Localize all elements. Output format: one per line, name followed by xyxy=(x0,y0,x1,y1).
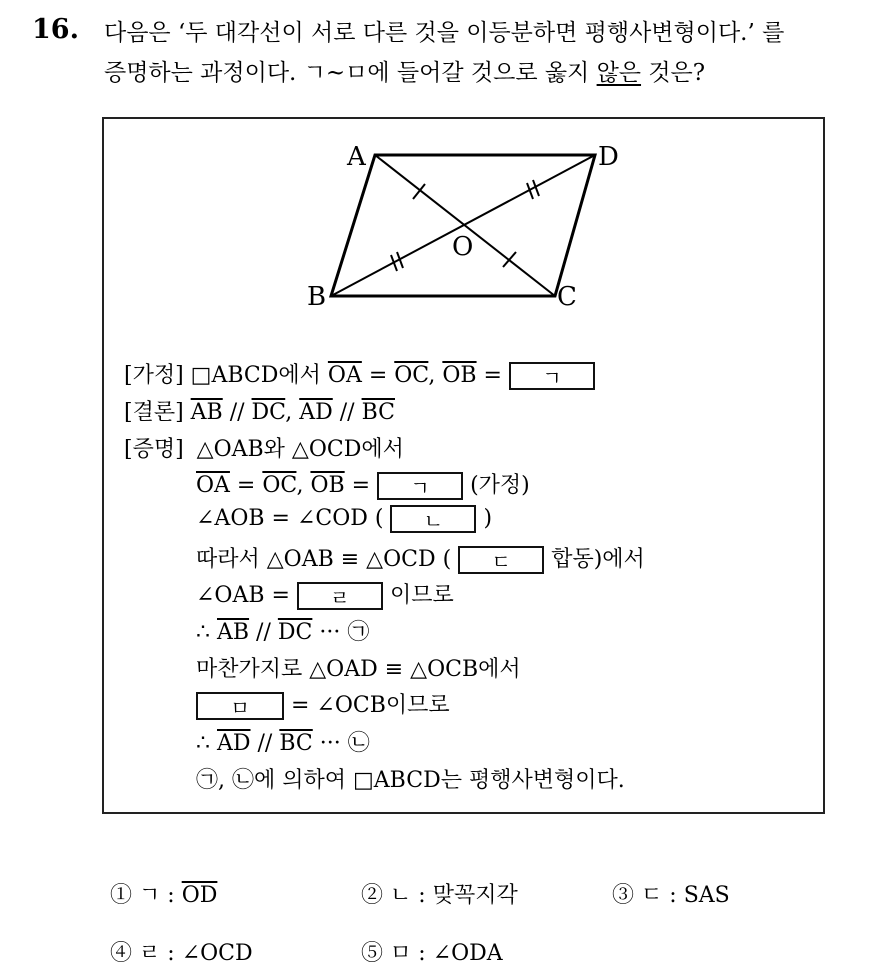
proof-line-6 xyxy=(196,615,369,646)
question-text-line1: 다음은 ‘두 대각선이 서로 다른 것을 이등분하면 평행사변형이다.’ 를 xyxy=(104,20,785,46)
segment-ab: $\overline{AB}$ xyxy=(217,620,250,645)
angle-oab: ∠OAB = xyxy=(196,583,297,608)
question-text-line2-a: 증명하는 과정이다. ㄱ~ㅁ에 들어갈 것으로 옳지 xyxy=(104,60,597,86)
congruence-text: 따라서 △OAB ≡ △OCD ( xyxy=(196,547,452,572)
option-key: ㄹ xyxy=(139,941,161,966)
equals: = xyxy=(344,473,378,498)
option-number: ① xyxy=(110,883,133,908)
therefore-suffix: 이므로 xyxy=(389,583,454,608)
segment-ad: $\overline{AD}$ xyxy=(217,731,251,756)
option-5[interactable] xyxy=(361,936,503,967)
option-key: ㄷ xyxy=(641,883,663,908)
parallel-symbol: // xyxy=(249,620,278,645)
diagonal-bd xyxy=(331,155,595,296)
segment-oc: $\overline{OC}$ xyxy=(394,363,429,388)
option-value: $\overline{OD}$ xyxy=(181,883,218,908)
ref-mark-1: ··· ㉠ xyxy=(312,620,370,645)
segment-oa: $\overline{OA}$ xyxy=(327,363,362,388)
therefore-symbol: ∴ xyxy=(196,620,217,645)
option-sep: : xyxy=(411,883,433,908)
segment-bc: $\overline{BC}$ xyxy=(361,400,395,425)
option-key: ㄴ xyxy=(390,883,412,908)
option-value: 맞꼭지각 xyxy=(432,883,518,908)
option-number: ⑤ xyxy=(361,941,384,966)
proof-line-5 xyxy=(196,578,454,610)
option-4[interactable] xyxy=(110,936,253,967)
hypothesis-line xyxy=(124,358,595,390)
option-3[interactable] xyxy=(612,878,730,909)
segment-ab: $\overline{AB}$ xyxy=(190,400,223,425)
parallel-symbol: // xyxy=(332,400,362,425)
option-value: SAS xyxy=(683,883,730,908)
proof-line-1 xyxy=(124,432,404,463)
blank-g: ㄱ xyxy=(509,362,595,390)
proof-line-8 xyxy=(196,688,450,720)
option-1[interactable] xyxy=(110,878,217,909)
segment-dc: $\overline{DC}$ xyxy=(277,620,313,645)
blank-r: ㄹ xyxy=(297,582,383,610)
question-number: 16. xyxy=(32,14,79,45)
angle-ocb-text: = ∠OCB이므로 xyxy=(291,693,450,718)
equals: = xyxy=(229,473,263,498)
segment-oc: $\overline{OC}$ xyxy=(262,473,297,498)
label-a: A xyxy=(347,142,366,172)
proof-line-4 xyxy=(196,542,645,574)
option-sep: : xyxy=(411,941,433,966)
conclusion-tag: [결론] xyxy=(124,400,184,425)
question-emphasis-not: 않은 xyxy=(596,60,642,86)
proof-line-7: 마찬가지로 △OAD ≡ △OCB에서 xyxy=(196,657,521,682)
segment-ob: $\overline{OB}$ xyxy=(442,363,477,388)
segment-oa: $\overline{OA}$ xyxy=(196,473,230,498)
equals: = xyxy=(361,363,395,388)
angle-equality: ∠AOB = ∠COD ( xyxy=(196,506,384,531)
conclusion-line xyxy=(124,395,395,426)
parallel-symbol: // xyxy=(222,400,252,425)
proof-text-1: △OAB와 △OCD에서 xyxy=(196,437,404,462)
equals: = xyxy=(476,363,509,388)
proof-line-3 xyxy=(196,505,492,533)
comma: , xyxy=(285,400,300,425)
option-2[interactable] xyxy=(361,878,518,909)
label-o: O xyxy=(452,232,474,262)
option-value: ∠ODA xyxy=(432,941,503,966)
comma: , xyxy=(296,473,311,498)
option-sep: : xyxy=(160,883,182,908)
proof-line-2 xyxy=(196,468,530,500)
blank-g-2: ㄱ xyxy=(377,472,463,500)
proof-line-9 xyxy=(196,726,370,757)
hypothesis-text: □ABCD에서 xyxy=(190,363,321,388)
blank-n: ㄴ xyxy=(390,505,476,533)
hypothesis-ref: (가정) xyxy=(470,473,530,498)
segment-bc: $\overline{BC}$ xyxy=(279,731,313,756)
comma: , xyxy=(428,363,443,388)
close-paren: ) xyxy=(483,506,493,531)
option-sep: : xyxy=(662,883,684,908)
blank-d: ㄷ xyxy=(458,546,544,574)
option-value: ∠OCD xyxy=(181,941,253,966)
option-key: ㄱ xyxy=(139,883,161,908)
congruence-suffix: 합동)에서 xyxy=(551,547,645,572)
proof-tag: [증명] xyxy=(124,437,184,462)
question-text-line2-b: 것은? xyxy=(641,60,706,86)
label-d: D xyxy=(598,142,619,172)
blank-m: ㅁ xyxy=(196,692,284,720)
hypothesis-tag: [가정] xyxy=(124,363,184,388)
parallel-symbol: // xyxy=(250,731,280,756)
segment-ad: $\overline{AD}$ xyxy=(299,400,333,425)
label-b: B xyxy=(307,282,327,312)
label-c: C xyxy=(557,282,577,312)
option-number: ② xyxy=(361,883,384,908)
ref-mark-2: ··· ㉡ xyxy=(312,731,370,756)
option-sep: : xyxy=(160,941,182,966)
option-number: ③ xyxy=(612,883,635,908)
segment-ob: $\overline{OB}$ xyxy=(310,473,345,498)
therefore-symbol: ∴ xyxy=(196,731,217,756)
proof-line-10: ㉠, ㉡에 의하여 □ABCD는 평행사변형이다. xyxy=(196,768,625,793)
option-number: ④ xyxy=(110,941,133,966)
segment-dc: $\overline{DC}$ xyxy=(251,400,286,425)
option-key: ㅁ xyxy=(390,941,412,966)
